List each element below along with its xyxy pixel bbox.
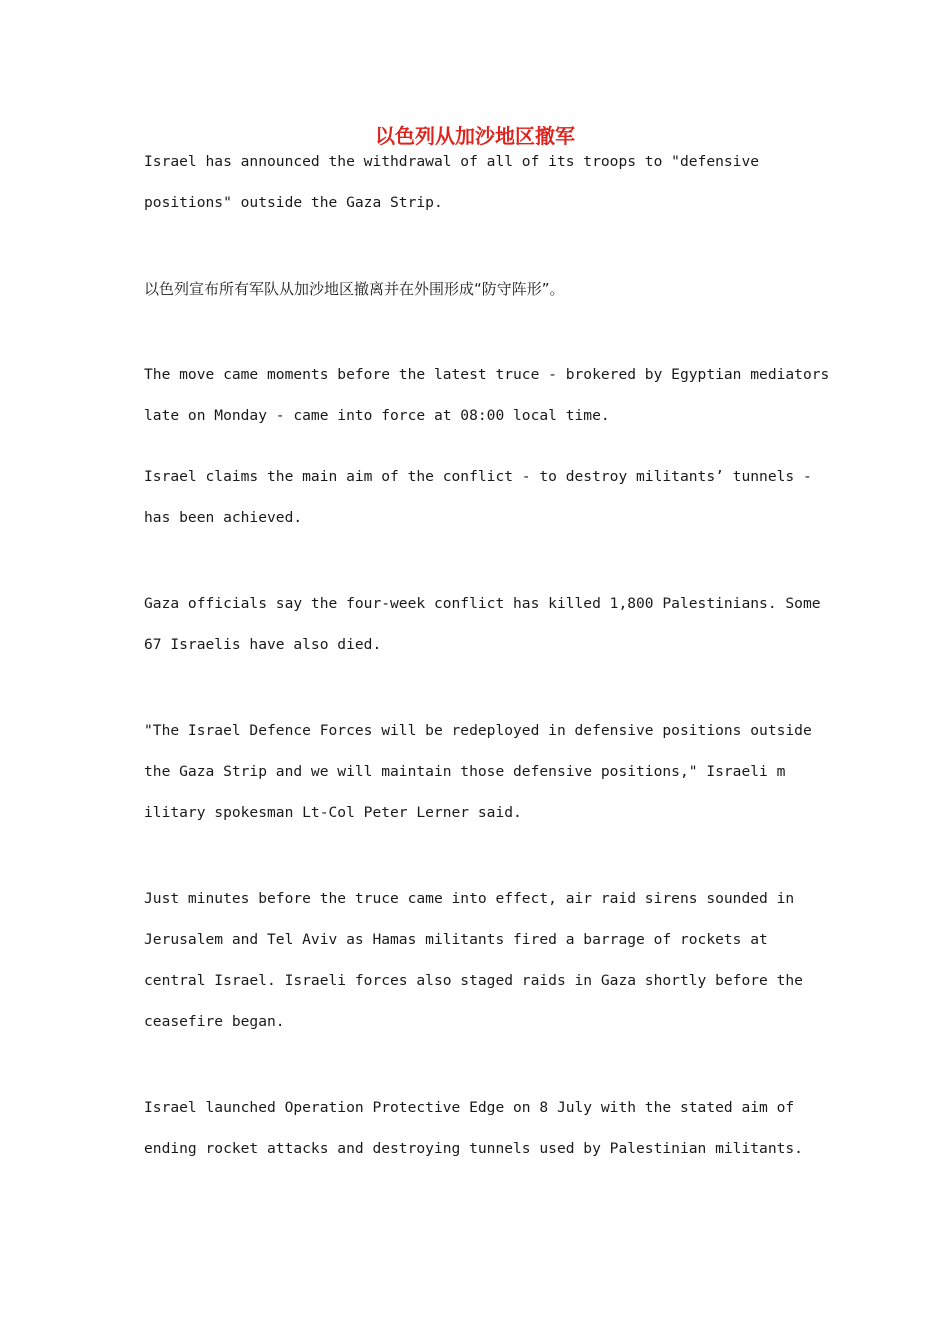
text-line: ilitary spokesman Lt-Col Peter Lerner said. (144, 804, 522, 821)
text-line: 67 Israelis have also died. (144, 636, 382, 653)
text-line: Israel has announced the withdrawal of all of its troops to "defensive (144, 153, 760, 170)
text-line: ending rocket attacks and destroying tunnels used by Palestinian militants. (144, 1140, 803, 1157)
text-line: "The Israel Defence Forces will be redeployed in defensive positions outside (144, 722, 812, 739)
text-line: The move came moments before the latest truce - brokered by Egyptian mediators (144, 366, 830, 383)
text-line: positions" outside the Gaza Strip. (144, 194, 443, 211)
text-line: the Gaza Strip and we will maintain those defensive positions," Israeli m (144, 763, 786, 780)
text-line: late on Monday - came into force at 08:00 local time. (144, 407, 610, 424)
text-line: Jerusalem and Tel Aviv as Hamas militants fired a barrage of rockets at (144, 931, 768, 948)
text-line: central Israel. Israeli forces also staged raids in Gaza shortly before the (144, 972, 803, 989)
document-title: 以色列从加沙地区撤军 (375, 124, 575, 148)
text-line: ceasefire began. (144, 1013, 285, 1030)
text-line: Israel claims the main aim of the conflict - to destroy militants’ tunnels - (144, 468, 812, 485)
text-line: Gaza officials say the four-week conflict has killed 1,800 Palestinians. Some (144, 595, 821, 612)
text-line: Israel launched Operation Protective Edge on 8 July with the stated aim of (144, 1099, 795, 1116)
text-line-chinese: 以色列宣布所有军队从加沙地区撤离并在外围形成“防守阵形”。 (144, 280, 565, 298)
text-line: has been achieved. (144, 509, 303, 526)
text-line: Just minutes before the truce came into effect, air raid sirens sounded in (144, 890, 795, 907)
